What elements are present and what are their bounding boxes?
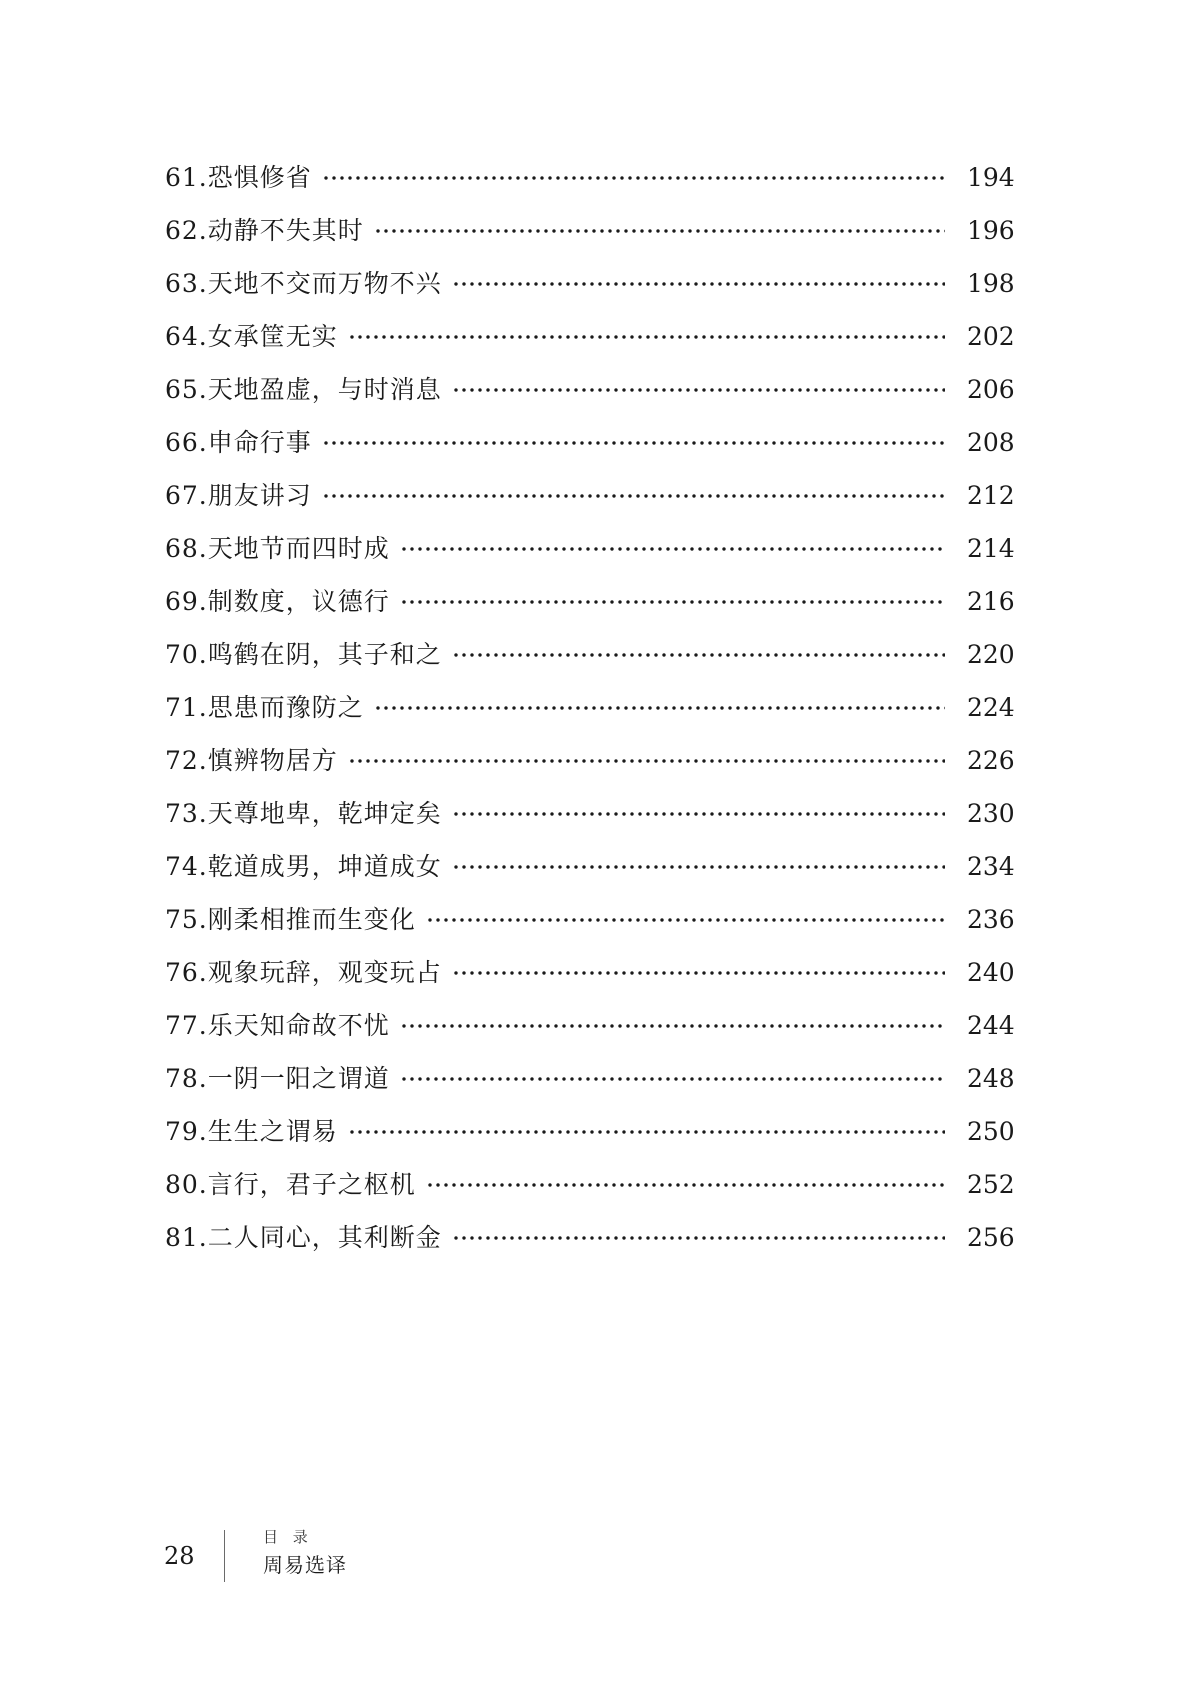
entry-number: 62. [165, 215, 208, 245]
entry-title: 生生之谓易 [207, 1116, 338, 1146]
entry-number: 75. [165, 904, 208, 934]
dot-leader [452, 970, 945, 976]
entry-number: 69. [165, 586, 208, 616]
entry-number: 66. [165, 427, 208, 457]
entry-page-number: 212 [967, 480, 1015, 510]
toc-entry[interactable] [165, 363, 1013, 416]
entry-number: 61. [165, 162, 208, 192]
entry-number: 73. [165, 798, 208, 828]
entry-number: 68. [165, 533, 208, 563]
toc-entry[interactable] [165, 204, 1013, 257]
entry-number: 65. [165, 374, 208, 404]
entry-title: 申命行事 [207, 427, 312, 457]
dot-leader [452, 387, 945, 393]
entry-title: 乐天知命故不忧 [207, 1010, 390, 1040]
entry-number: 67. [165, 480, 208, 510]
entry-page-number: 236 [967, 904, 1015, 934]
entry-title: 制数度，议德行 [207, 586, 390, 616]
toc-entry[interactable] [165, 151, 1013, 204]
toc-entry[interactable] [165, 840, 1013, 893]
entry-title: 思患而豫防之 [207, 692, 364, 722]
entry-number: 81. [165, 1222, 208, 1252]
toc-entry[interactable] [165, 893, 1013, 946]
entry-title: 天地节而四时成 [207, 533, 390, 563]
entry-title: 一阴一阳之谓道 [207, 1063, 390, 1093]
entry-page-number: 226 [967, 745, 1015, 775]
toc-entry[interactable] [165, 575, 1013, 628]
toc-entry[interactable] [165, 1105, 1013, 1158]
entry-title: 二人同心，其利断金 [207, 1222, 442, 1252]
entry-number: 71. [165, 692, 208, 722]
entry-page-number: 224 [967, 692, 1015, 722]
entry-page-number: 196 [967, 215, 1015, 245]
dot-leader [452, 1235, 945, 1241]
entry-page-number: 198 [967, 268, 1015, 298]
dot-leader [374, 705, 945, 711]
dot-leader [348, 334, 945, 340]
footer-divider [224, 1530, 225, 1582]
entry-number: 64. [165, 321, 208, 351]
toc-entry[interactable] [165, 522, 1013, 575]
dot-leader [426, 1182, 945, 1188]
toc-entry[interactable] [165, 469, 1013, 522]
entry-title: 天尊地卑，乾坤定矣 [207, 798, 442, 828]
entry-number: 72. [165, 745, 208, 775]
entry-page-number: 250 [967, 1116, 1015, 1146]
dot-leader [322, 440, 945, 446]
dot-leader [452, 811, 945, 817]
entry-number: 70. [165, 639, 208, 669]
dot-leader [322, 493, 945, 499]
entry-title: 女承筐无实 [207, 321, 338, 351]
footer-section-label: 目 录 [263, 1528, 313, 1546]
entry-page-number: 234 [967, 851, 1015, 881]
entry-page-number: 240 [967, 957, 1015, 987]
entry-page-number: 230 [967, 798, 1015, 828]
dot-leader [322, 175, 945, 181]
toc-entry[interactable] [165, 681, 1013, 734]
entry-page-number: 244 [967, 1010, 1015, 1040]
footer-page-number: 28 [164, 1542, 195, 1570]
entry-number: 77. [165, 1010, 208, 1040]
toc-entry[interactable] [165, 416, 1013, 469]
dot-leader [348, 758, 945, 764]
entry-number: 63. [165, 268, 208, 298]
entry-number: 79. [165, 1116, 208, 1146]
entry-number: 74. [165, 851, 208, 881]
table-of-contents [165, 151, 1013, 1264]
entry-title: 观象玩辞，观变玩占 [207, 957, 442, 987]
entry-page-number: 256 [967, 1222, 1015, 1252]
entry-title: 天地盈虚，与时消息 [207, 374, 442, 404]
entry-number: 76. [165, 957, 208, 987]
toc-entry[interactable] [165, 734, 1013, 787]
entry-title: 言行，君子之枢机 [207, 1169, 416, 1199]
toc-entry[interactable] [165, 1052, 1013, 1105]
entry-page-number: 208 [967, 427, 1015, 457]
entry-number: 80. [165, 1169, 208, 1199]
dot-leader [400, 599, 945, 605]
toc-entry[interactable] [165, 310, 1013, 363]
entry-page-number: 252 [967, 1169, 1015, 1199]
entry-title: 刚柔相推而生变化 [207, 904, 416, 934]
entry-title: 恐惧修省 [207, 162, 312, 192]
dot-leader [452, 281, 945, 287]
entry-page-number: 202 [967, 321, 1015, 351]
dot-leader [400, 546, 945, 552]
entry-title: 天地不交而万物不兴 [207, 268, 442, 298]
entry-page-number: 220 [967, 639, 1015, 669]
toc-entry[interactable] [165, 257, 1013, 310]
toc-entry[interactable] [165, 628, 1013, 681]
dot-leader [348, 1129, 945, 1135]
dot-leader [452, 864, 945, 870]
footer-book-title: 周易选译 [263, 1553, 347, 1577]
entry-page-number: 206 [967, 374, 1015, 404]
entry-title: 慎辨物居方 [207, 745, 338, 775]
toc-entry[interactable] [165, 999, 1013, 1052]
entry-title: 动静不失其时 [207, 215, 364, 245]
entry-page-number: 248 [967, 1063, 1015, 1093]
entry-title: 朋友讲习 [207, 480, 312, 510]
entry-number: 78. [165, 1063, 208, 1093]
dot-leader [400, 1076, 945, 1082]
toc-entry[interactable] [165, 946, 1013, 999]
dot-leader [426, 917, 945, 923]
toc-entry[interactable] [165, 787, 1013, 840]
entry-title: 鸣鹤在阴，其子和之 [207, 639, 442, 669]
entry-page-number: 216 [967, 586, 1015, 616]
entry-page-number: 214 [967, 533, 1015, 563]
dot-leader [374, 228, 945, 234]
entry-title: 乾道成男，坤道成女 [207, 851, 442, 881]
toc-entry[interactable] [165, 1211, 1013, 1264]
dot-leader [400, 1023, 945, 1029]
dot-leader [452, 652, 945, 658]
toc-entry[interactable] [165, 1158, 1013, 1211]
entry-page-number: 194 [967, 162, 1015, 192]
